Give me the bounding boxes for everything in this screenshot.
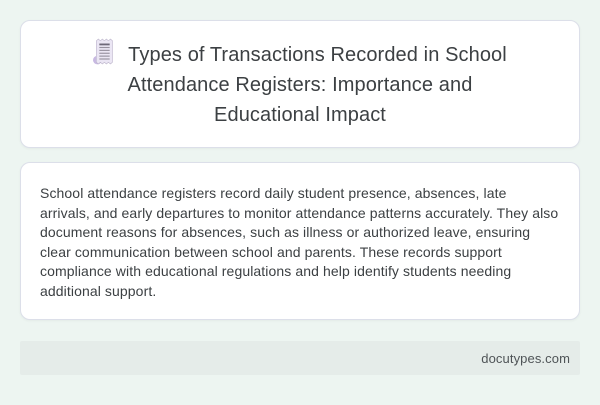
footer-bar [20, 341, 580, 375]
page-title [75, 38, 525, 130]
title-line-1 [93, 38, 507, 70]
title-card [20, 20, 580, 148]
summary-card [20, 162, 580, 320]
title-text-1: Types of Transactions Recorded in School [128, 44, 507, 66]
site-watermark: docutypes.com [481, 350, 570, 366]
receipt-icon [93, 38, 116, 66]
title-line-2: Attendance Registers: Importance and [127, 74, 473, 96]
summary-paragraph: School attendance registers record daily student presence, absences, late arrivals, and early departures to monitor attendance patterns accurately. They also document reasons for absences, such as illness or authorized leave, ensuring clear communication between school and parents. These records support compliance with educational regulations and help identify students needing additional support. [40, 185, 559, 299]
title-line-3: Educational Impact [214, 104, 386, 126]
